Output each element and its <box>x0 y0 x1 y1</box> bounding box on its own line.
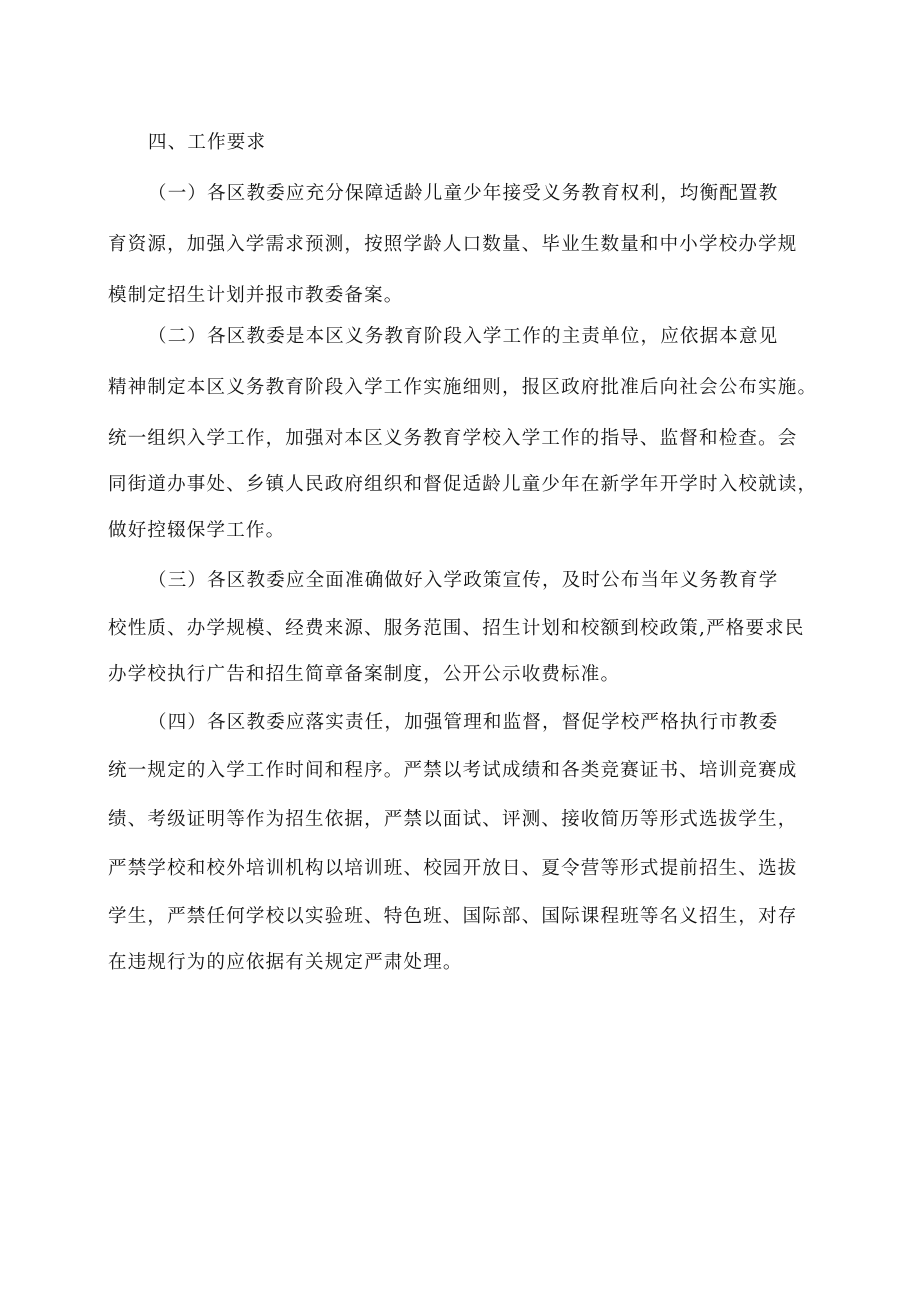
paragraph-line: 统一组织入学工作，加强对本区义务教育学校入学工作的指导、监督和检查。会 <box>108 428 798 449</box>
paragraph-line: 统一规定的入学工作时间和程序。严禁以考试成绩和各类竞赛证书、培训竞赛成 <box>108 760 798 781</box>
paragraph-line: 模制定招生计划并报市教委备案。 <box>108 285 404 306</box>
section-heading: 四、工作要求 <box>148 132 267 153</box>
paragraph-line: 在违规行为的应依据有关规定严肃处理。 <box>108 952 463 973</box>
paragraph-line: （三）各区教委应全面准确做好入学政策宣传，及时公布当年义务教育学 <box>148 570 779 591</box>
paragraph-line: 校性质、办学规模、经费来源、服务范围、招生计划和校额到校政策,严格要求民 <box>108 618 805 639</box>
paragraph-line: 做好控辍保学工作。 <box>108 520 286 541</box>
paragraph-line: 精神制定本区义务教育阶段入学工作实施细则，报区政府批准后向社会公布实施。 <box>108 377 818 398</box>
paragraph-line: 严禁学校和校外培训机构以培训班、校园开放日、夏令营等形式提前招生、选拔 <box>108 858 798 879</box>
paragraph-line: 学生，严禁任何学校以实验班、特色班、国际部、国际课程班等名义招生，对存 <box>108 906 798 927</box>
paragraph-line: （四）各区教委应落实责任，加强管理和监督，督促学校严格执行市教委 <box>148 712 779 733</box>
paragraph-line: 育资源，加强入学需求预测，按照学龄人口数量、毕业生数量和中小学校办学规 <box>108 234 798 255</box>
paragraph-line: （一）各区教委应充分保障适龄儿童少年接受义务教育权利，均衡配置教 <box>148 183 779 204</box>
paragraph-line: 办学校执行广告和招生简章备案制度，公开公示收费标准。 <box>108 664 621 685</box>
paragraph-line: （二）各区教委是本区义务教育阶段入学工作的主责单位，应依据本意见 <box>148 326 779 347</box>
paragraph-line: 绩、考级证明等作为招生依据，严禁以面试、评测、接收简历等形式选拔学生， <box>108 809 798 830</box>
paragraph-line: 同街道办事处、乡镇人民政府组织和督促适龄儿童少年在新学年开学时入校就读， <box>108 474 818 495</box>
